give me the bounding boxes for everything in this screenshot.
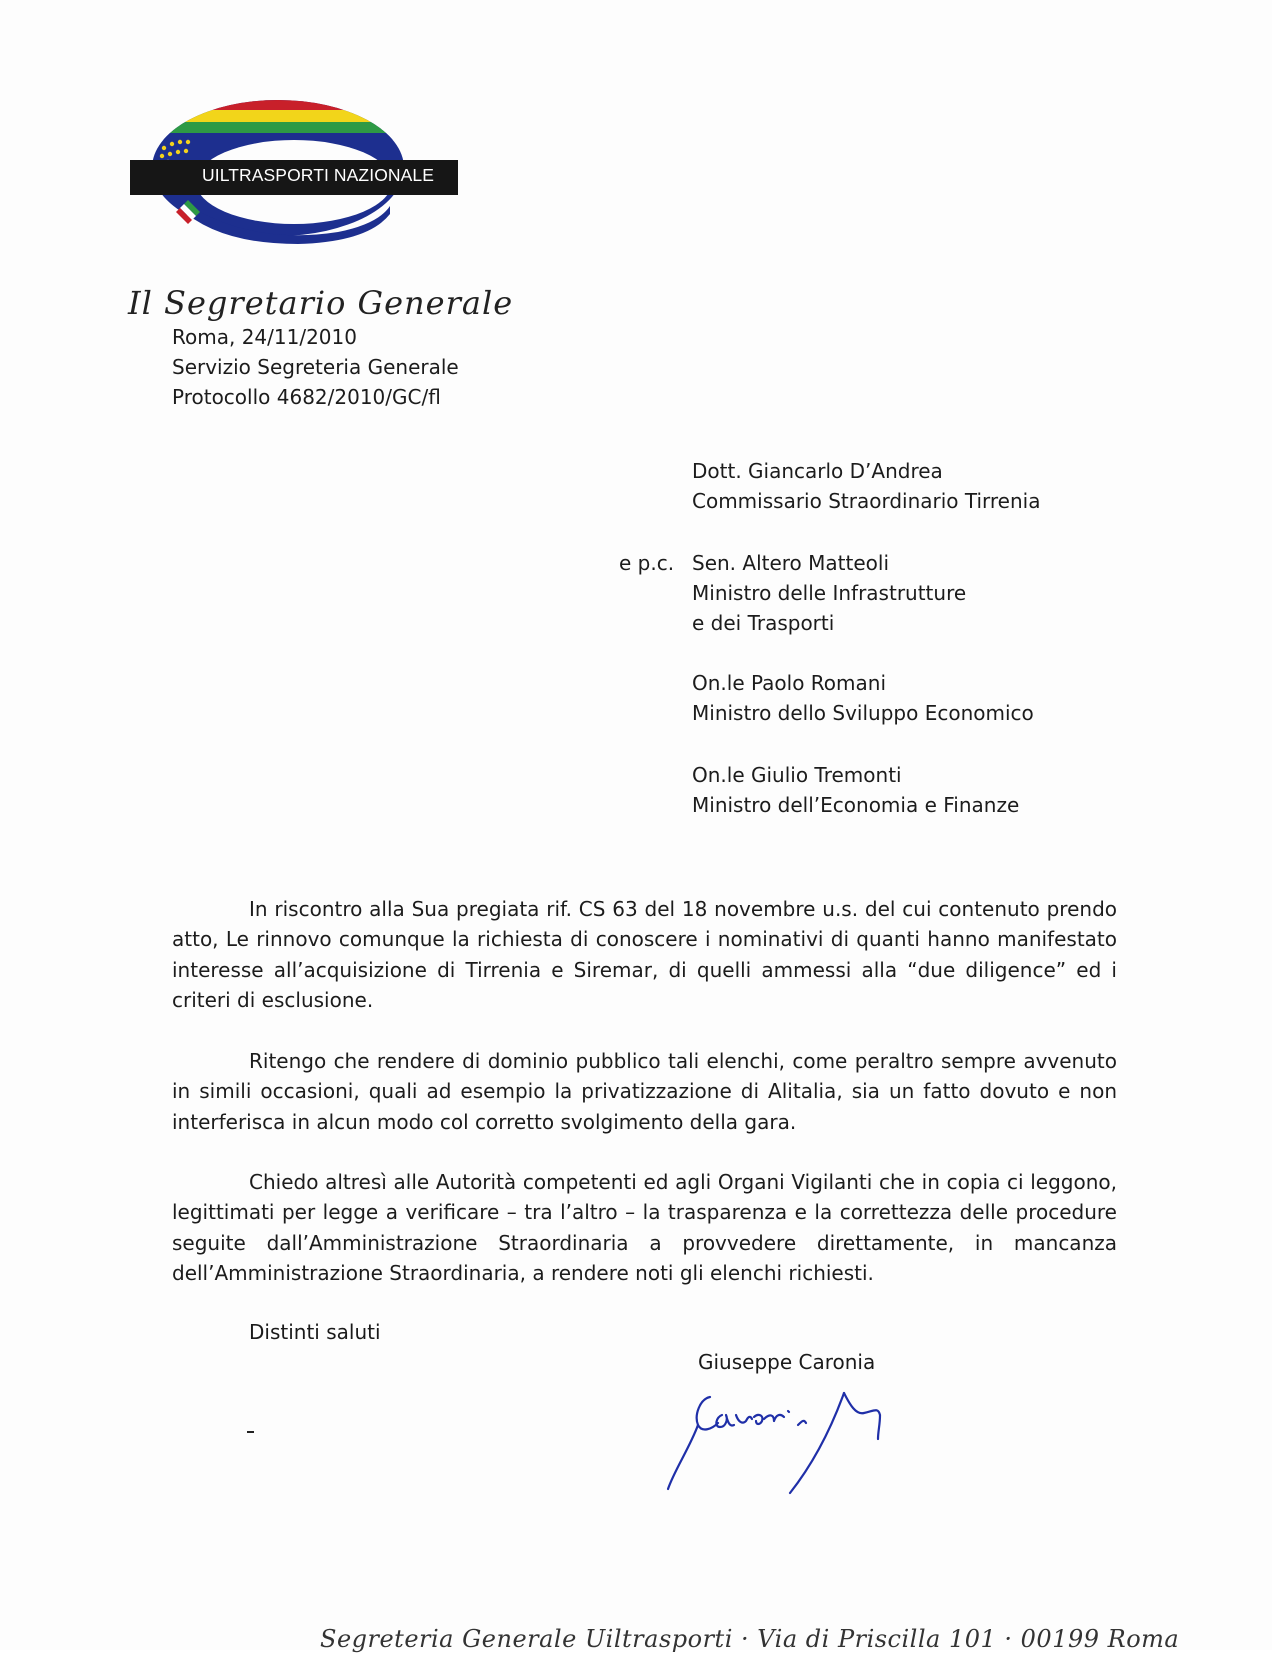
letter-date: Roma, 24/11/2010 [172, 325, 357, 349]
cc-label: e p.c. [619, 551, 675, 575]
footer-address: Segreteria Generale Uiltrasporti · Via di Priscilla 101 · 00199 Roma [320, 1625, 1180, 1653]
body-paragraph: Ritengo che rendere di dominio pubblico tali elenchi, come peraltro sempre avvenuto in simili occasioni, quali ad esempio la privatizzazione di Alitalia, sia un fatto dovuto e non interferisca in alcun modo col corretto svolgimento della gara. [172, 1049, 1117, 1134]
letter-protocol: Protocollo 4682/2010/GC/fl [172, 385, 441, 409]
closing-salutation: Distinti saluti [249, 1320, 381, 1344]
cc-role: Ministro dello Sviluppo Economico [692, 701, 1034, 725]
cc-role: Ministro delle Infrastrutture [692, 581, 967, 605]
handwritten-signature [660, 1385, 940, 1505]
stray-mark [247, 1431, 254, 1433]
cc-name: On.le Giulio Tremonti [692, 763, 902, 787]
cc-role: Ministro dell’Economia e Finanze [692, 793, 1020, 817]
cc-name: Sen. Altero Matteoli [692, 551, 890, 575]
body-paragraph: Chiedo altresì alle Autorità competenti ed agli Organi Vigilanti che in copia ci leggono, legittimati per legge a verificare – tra l’altro – la trasparenza e la correttezza delle procedure seguite dall’Amministrazione Straordinaria a provvedere direttamente, in mancanza dell’Amministrazione Straordinaria, a rendere noti gli elenchi richiesti. [172, 1170, 1117, 1285]
uiltrasporti-logo [128, 96, 464, 246]
cc-role-continued: e dei Trasporti [692, 611, 835, 635]
signer-name: Giuseppe Caronia [698, 1350, 876, 1374]
logo-text: UILTRASPORTI NAZIONALE [202, 165, 435, 185]
cc-name: On.le Paolo Romani [692, 671, 887, 695]
recipient-name: Dott. Giancarlo D’Andrea [692, 459, 943, 483]
recipient-role: Commissario Straordinario Tirrenia [692, 489, 1041, 513]
office-heading: Il Segretario Generale [128, 284, 514, 322]
letter-service: Servizio Segreteria Generale [172, 355, 459, 379]
body-paragraph: In riscontro alla Sua pregiata rif. CS 63 del 18 novembre u.s. del cui contenuto prendo atto, Le rinnovo comunque la richiesta di conoscere i nominativi di quanti hanno manifestato interesse all’acquisizione di Tirrenia e Siremar, di quelli ammessi alla “due diligence” ed i criteri di esclusione. [172, 897, 1117, 1012]
